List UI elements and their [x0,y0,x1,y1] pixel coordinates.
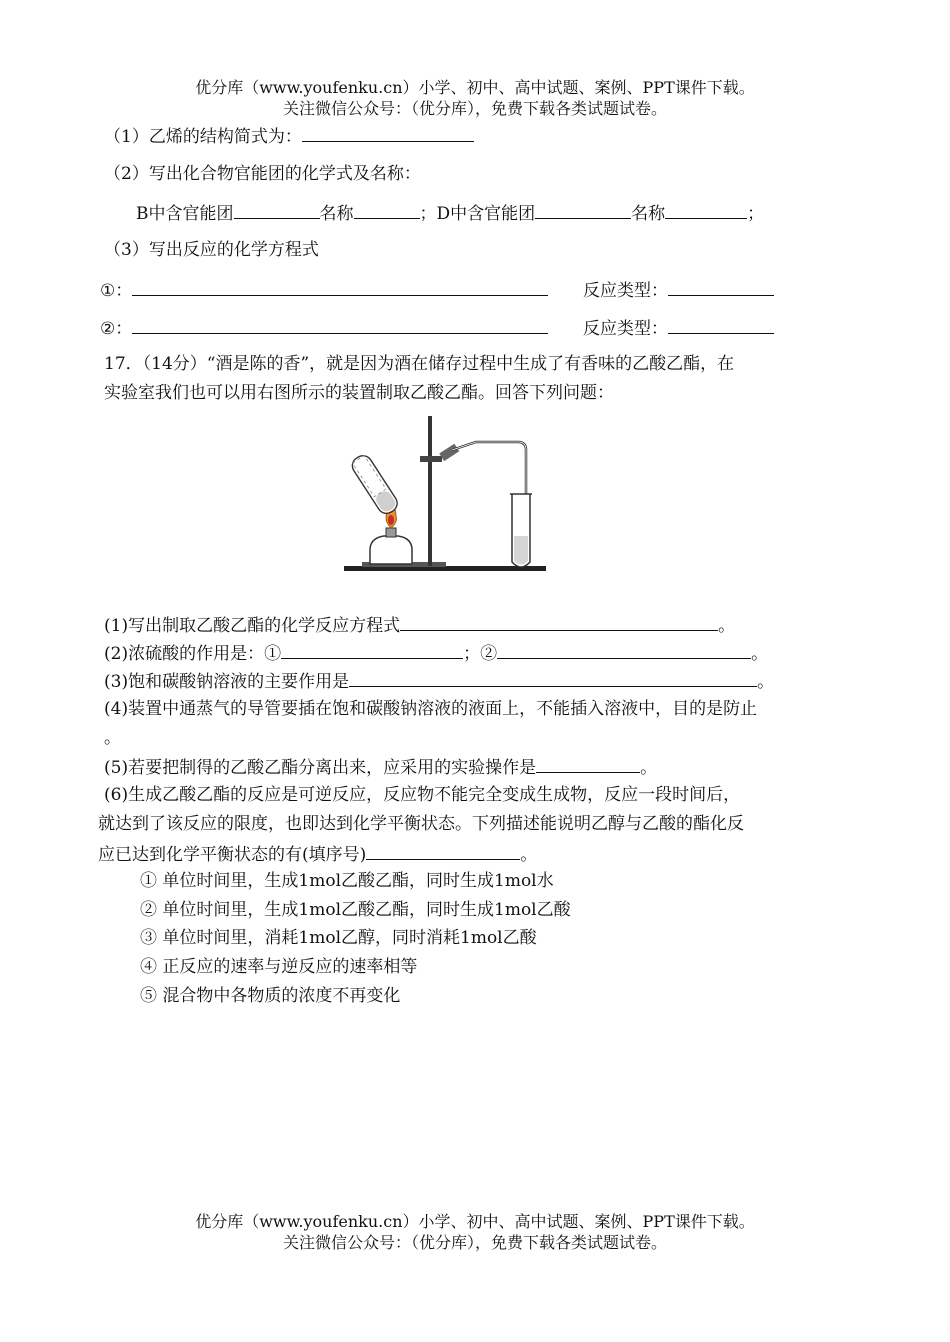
reaction-1-label: ①： [100,281,133,301]
footer-line-1: 优分库（www.youfenku.cn）小学、初中、高中试题、案例、PPT课件下载。 [195,1212,755,1231]
reaction-2-type [583,315,774,341]
reaction-2-blank[interactable] [132,315,548,334]
reaction-1-row [100,277,548,303]
b-name-blank[interactable] [354,200,420,219]
header-line-2: 关注微信公众号：（优分库），免费下载各类试题试卷。 [282,99,667,118]
flame-core [388,515,394,525]
q17-s4-end: 。 [104,728,121,748]
reaction-2-type-label: 反应类型： [583,319,668,339]
q16-functional-groups [136,200,764,226]
carbonate-role-blank[interactable] [349,668,757,687]
b-group-blank[interactable] [234,200,320,219]
q16-part1-text: （1）乙烯的结构简式为： [104,127,302,147]
option-1: ① 单位时间里，生成1mol乙酸乙酯，同时生成1mol水 [140,871,554,891]
sep-label: ； [419,204,437,224]
d-name-blank[interactable] [665,200,747,219]
option-5: ⑤ 混合物中各物质的浓度不再变化 [140,986,401,1006]
q17-s1-end: 。 [718,616,736,636]
q17-s5-text: (5)若要把制得的乙酸乙酯分离出来，应采用的实验操作是 [104,758,537,778]
stopper [439,444,459,461]
end-label: ； [747,204,765,224]
q17-s6-text: 应已达到化学平衡状态的有(填序号) [98,845,367,865]
alcohol-lamp [370,536,412,564]
option-4: ④ 正反应的速率与逆反应的速率相等 [140,957,418,977]
q17-s5 [104,754,657,780]
option-3: ③ 单位时间里，消耗1mol乙醇，同时消耗1mol乙酸 [140,928,537,948]
iron-rod [428,416,432,566]
acid-role-2-blank[interactable] [497,640,751,659]
reaction-1-blank[interactable] [132,277,548,296]
acid-role-1-blank[interactable] [281,640,463,659]
reaction-1-type [583,277,774,303]
reaction-test-tube [349,452,401,517]
q17-s3-end: 。 [757,672,775,692]
q16-part1 [104,123,474,149]
esterification-apparatus-figure [340,412,550,578]
footer-line-2: 关注微信公众号：（优分库），免费下载各类试题试卷。 [282,1233,667,1252]
q17-s6-line2: 就达到了该反应的限度，也即达到化学平衡状态。下列描述能说明乙醇与乙酸的酯化反 [98,814,744,834]
q17-s2-end: 。 [751,644,769,664]
clamp [420,456,442,462]
q17-s6-line1: (6)生成乙酸乙酯的反应是可逆反应，反应物不能完全变成生成物，反应一段时间后， [104,785,741,805]
d-name-label: 名称 [631,204,666,224]
d-group-blank[interactable] [535,200,631,219]
header-line-1: 优分库（www.youfenku.cn）小学、初中、高中试题、案例、PPT课件下载。 [195,78,755,97]
d-group-label: D中含官能团 [436,204,536,224]
b-name-label: 名称 [319,204,354,224]
reaction-2-row [100,315,548,341]
q17-s2 [104,640,768,666]
q16-part3: （3）写出反应的化学方程式 [104,240,319,260]
option-2: ② 单位时间里，生成1mol乙酸乙酯，同时生成1mol乙酸 [140,900,571,920]
q17-s3-text: (3)饱和碳酸钠溶液的主要作用是 [104,672,350,692]
equilibrium-answer-blank[interactable] [366,841,520,860]
q17-s1 [104,612,735,638]
q17-s1-text: (1)写出制取乙酸乙酯的化学反应方程式 [104,616,401,636]
q17-intro-1: 17．（14分）“酒是陈的香”，就是因为酒在储存过程中生成了有香味的乙酸乙酯，在 [104,354,735,374]
lamp-wick-holder [386,528,396,537]
q17-s4: (4)装置中通蒸气的导管要插在饱和碳酸钠溶液的液面上，不能插入溶液中，目的是防止 [104,699,758,719]
ethylene-formula-blank[interactable] [302,123,474,142]
b-group-label: B中含官能团 [136,204,234,224]
reaction-1-type-label: 反应类型： [583,281,668,301]
reaction-2-type-blank[interactable] [668,315,774,334]
q17-s3 [104,668,774,694]
q17-s5-end: 。 [640,758,658,778]
reaction-2-label: ②： [100,319,133,339]
q16-part2: （2）写出化合物官能团的化学式及名称： [104,164,421,184]
equation-blank[interactable] [400,612,718,631]
q17-s2-text: (2)浓硫酸的作用是：① [104,644,282,664]
q17-s6-line3 [98,841,537,867]
q17-s6-end: 。 [520,845,538,865]
reaction-1-type-blank[interactable] [668,277,774,296]
sodium-carbonate-solution [514,536,528,565]
separation-blank[interactable] [536,754,640,773]
q17-s2-mid: ；② [463,644,498,664]
q17-intro-2: 实验室我们也可以用右图所示的装置制取乙酸乙酯。回答下列问题： [104,383,614,403]
